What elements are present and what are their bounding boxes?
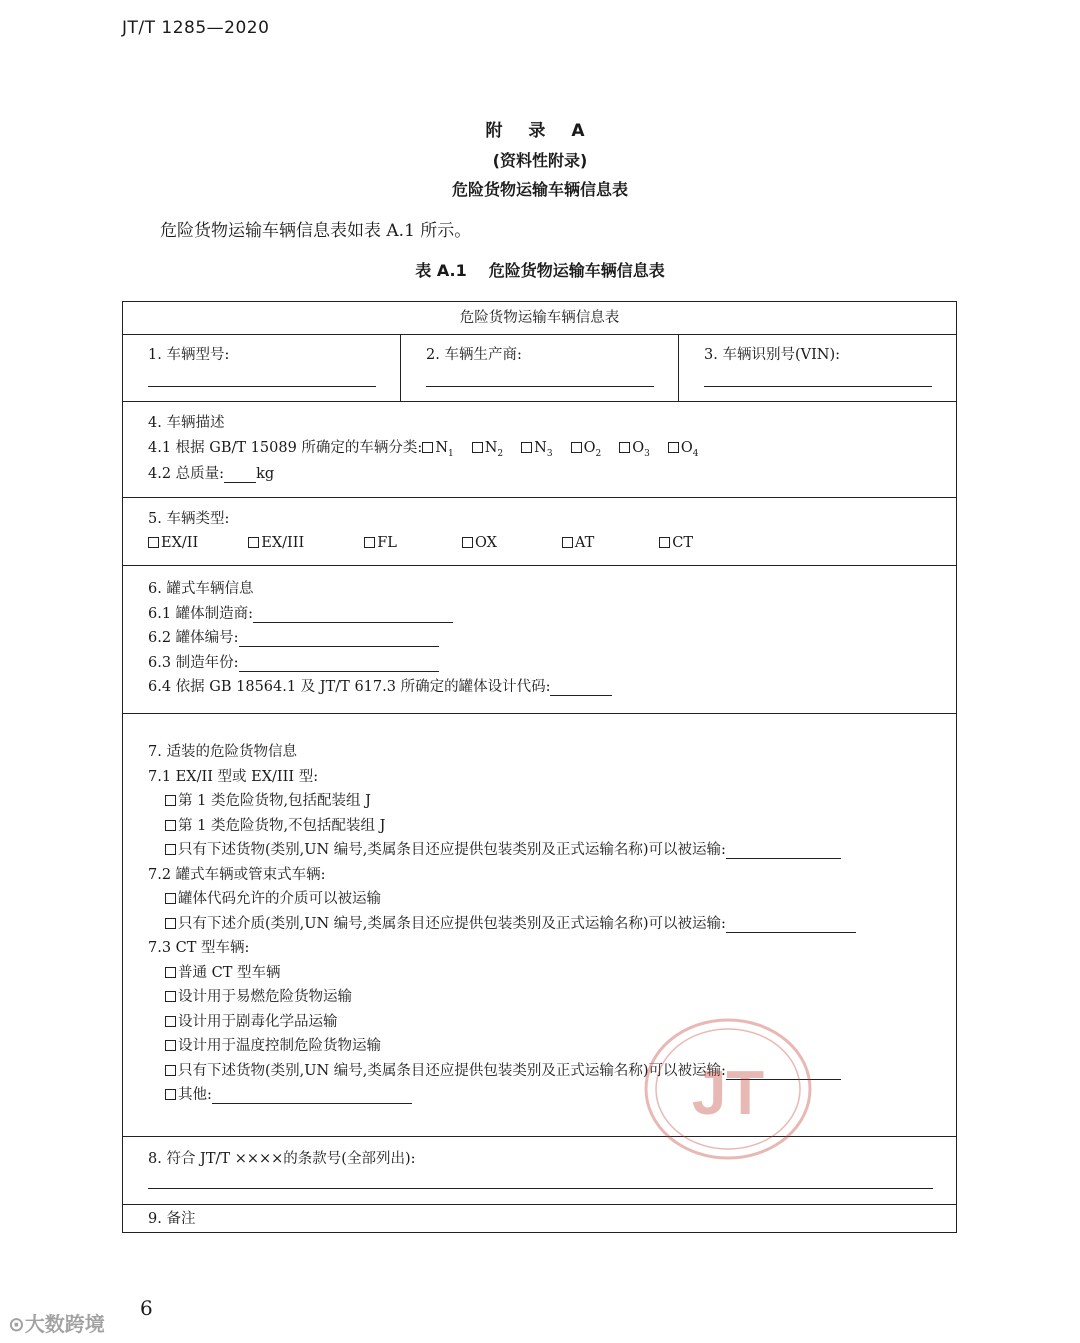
section-8-row	[123, 1136, 956, 1205]
gross-mass-unit: kg	[256, 466, 275, 482]
s73-option	[165, 1086, 412, 1104]
s73-option-label: 设计用于温度控制危险货物运输	[178, 1038, 381, 1054]
s72-goods-input[interactable]	[726, 918, 856, 933]
section-8-input-line[interactable]	[148, 1188, 933, 1189]
vehicle-class-option	[472, 439, 503, 463]
vehicle-class-subscript: 4	[692, 448, 699, 459]
vehicle-type-option	[562, 534, 594, 552]
intro-paragraph: 危险货物运输车辆信息表如表 A.1 所示。	[160, 221, 472, 241]
form-title: 危险货物运输车辆信息表	[459, 310, 620, 326]
watermark-logo-icon: ⊙	[8, 1312, 25, 1336]
s71-option	[165, 841, 841, 859]
section-7-row	[123, 713, 956, 1137]
s73-option-label: 设计用于易燃危险货物运输	[178, 989, 352, 1005]
section-6-heading: 6. 罐式车辆信息	[148, 581, 254, 597]
model-input-line[interactable]	[148, 386, 376, 387]
model-label: 1. 车辆型号:	[148, 347, 230, 363]
checkbox[interactable]	[165, 844, 176, 855]
checkbox[interactable]	[165, 795, 176, 806]
s71-option-label: 第 1 类危险货物,包括配装组 J	[178, 793, 371, 809]
section-7-1-heading: 7.1 EX/II 型或 EX/III 型:	[148, 769, 319, 785]
checkbox[interactable]	[462, 537, 473, 548]
checkbox[interactable]	[165, 893, 176, 904]
annex-title: 附 录 A	[485, 121, 595, 141]
manufacturer-label: 2. 车辆生产商:	[426, 347, 522, 363]
cell-divider	[678, 334, 679, 401]
tank-manufacturer-input[interactable]	[253, 608, 453, 623]
vehicle-type-option	[462, 534, 497, 552]
section-9-row	[123, 1204, 956, 1232]
checkbox[interactable]	[165, 820, 176, 831]
basic-fields-row	[123, 334, 956, 402]
stamp-text: JT	[691, 1059, 765, 1128]
checkbox[interactable]	[165, 991, 176, 1002]
vehicle-class-option	[521, 439, 552, 463]
section-6-row	[123, 565, 956, 714]
vehicle-type-option	[148, 534, 198, 552]
vehicle-type-label: EX/II	[161, 535, 199, 551]
vehicle-type-options	[148, 534, 693, 552]
section-7-3-heading: 7.3 CT 型车辆:	[148, 940, 250, 956]
gross-mass-input[interactable]	[224, 468, 256, 483]
tank-manufacturer-label: 6.1 罐体制造商:	[148, 606, 254, 622]
section-4-heading: 4. 车辆描述	[148, 415, 225, 431]
s73-option	[165, 988, 352, 1006]
tank-manufacturer-line	[148, 605, 453, 623]
gross-mass-label: 4.2 总质量:	[148, 466, 225, 482]
table-caption-title: 危险货物运输车辆信息表	[488, 261, 665, 280]
checkbox[interactable]	[165, 1016, 176, 1027]
section-7-heading: 7. 适装的危险货物信息	[148, 744, 297, 760]
s73-option-label: 只有下述货物(类别,UN 编号,类属条目还应提供包装类别及正式运输名称)可以被运输:	[178, 1063, 726, 1079]
manufacture-year-label: 6.3 制造年份:	[148, 655, 239, 671]
section-5-heading: 5. 车辆类型:	[148, 511, 230, 527]
vehicle-type-option	[248, 534, 304, 552]
s71-option-label: 只有下述货物(类别,UN 编号,类属条目还应提供包装类别及正式运输名称)可以被运输:	[178, 842, 726, 858]
s71-option	[165, 817, 385, 835]
watermark-text: 大数跨境	[24, 1312, 105, 1336]
tank-design-code-input[interactable]	[550, 681, 612, 696]
s73-option-label: 普通 CT 型车辆	[178, 965, 281, 981]
annex-type: (资料性附录)	[492, 151, 588, 170]
cell-divider	[400, 334, 401, 401]
vehicle-classification-line	[148, 439, 716, 463]
checkbox[interactable]	[619, 442, 630, 453]
vehicle-type-label: FL	[377, 535, 397, 551]
vehicle-type-label: OX	[474, 535, 497, 551]
checkbox[interactable]	[422, 442, 433, 453]
checkbox[interactable]	[521, 442, 532, 453]
manufacture-year-line	[148, 654, 439, 672]
annex-name: 危险货物运输车辆信息表	[451, 180, 628, 199]
checkbox[interactable]	[248, 537, 259, 548]
section-4-row	[123, 401, 956, 498]
jt-seal-stamp	[643, 1017, 813, 1161]
tank-design-code-label: 6.4 依据 GB 18564.1 及 JT/T 617.3 所确定的罐体设计代码:	[148, 679, 551, 695]
vehicle-type-label: EX/III	[261, 535, 305, 551]
s72-option-label: 只有下述介质(类别,UN 编号,类属条目还应提供包装类别及正式运输名称)可以被运输:	[178, 916, 726, 932]
section-8-heading: 8. 符合 JT/T ××××的条款号(全部列出):	[148, 1151, 416, 1167]
checkbox[interactable]	[165, 1040, 176, 1051]
vehicle-class-subscript: 1	[448, 448, 454, 459]
vehicle-class-option	[422, 439, 453, 463]
vehicle-class-option	[668, 439, 699, 463]
vehicle-class-letter: N	[435, 440, 448, 456]
s73-other-input[interactable]	[212, 1089, 412, 1104]
vin-label: 3. 车辆识别号(VIN):	[704, 347, 841, 363]
section-7-2-heading: 7.2 罐式车辆或管束式车辆:	[148, 867, 326, 883]
tank-design-code-line	[148, 678, 612, 696]
vehicle-info-form	[122, 301, 957, 1233]
classification-label: 4.1 根据 GB/T 15089 所确定的车辆分类:	[148, 440, 423, 456]
s73-option	[165, 1037, 381, 1055]
s71-option	[165, 792, 371, 810]
vehicle-type-label: CT	[672, 535, 694, 551]
s73-option	[165, 964, 280, 982]
section-9-heading: 9. 备注	[148, 1211, 196, 1227]
table-caption	[0, 258, 1080, 281]
vehicle-class-option	[619, 439, 650, 463]
s71-option-label: 第 1 类危险货物,不包括配装组 J	[178, 818, 386, 834]
classification-options	[422, 440, 716, 459]
s73-option-label: 设计用于剧毒化学品运输	[178, 1014, 338, 1030]
table-caption-number: 表 A.1	[415, 261, 467, 280]
vehicle-class-subscript: 3	[644, 448, 650, 459]
tank-number-line	[148, 629, 439, 647]
checkbox[interactable]	[659, 537, 670, 548]
s73-option	[165, 1013, 338, 1031]
manufacture-year-input[interactable]	[239, 657, 439, 672]
checkbox[interactable]	[571, 442, 582, 453]
vehicle-class-letter: O	[583, 440, 596, 456]
vin-input-line[interactable]	[704, 386, 932, 387]
checkbox[interactable]	[165, 1089, 176, 1100]
checkbox[interactable]	[165, 967, 176, 978]
checkbox[interactable]	[472, 442, 483, 453]
form-title-row	[123, 302, 956, 335]
page-number: 6	[140, 1296, 153, 1320]
checkbox[interactable]	[165, 1065, 176, 1076]
checkbox[interactable]	[668, 442, 679, 453]
vehicle-class-option	[571, 439, 602, 463]
s72-option-label: 罐体代码允许的介质可以被运输	[178, 891, 381, 907]
tank-number-label: 6.2 罐体编号:	[148, 630, 239, 646]
watermark	[8, 1308, 105, 1337]
checkbox[interactable]	[562, 537, 573, 548]
s71-goods-input[interactable]	[726, 844, 841, 859]
vehicle-type-option	[659, 534, 693, 552]
vehicle-class-letter: O	[632, 440, 645, 456]
vehicle-class-letter: N	[534, 440, 547, 456]
vehicle-class-letter: O	[680, 440, 693, 456]
vehicle-class-subscript: 2	[497, 448, 504, 459]
checkbox[interactable]	[364, 537, 375, 548]
section-5-row	[123, 497, 956, 566]
standard-code: JT/T 1285—2020	[122, 18, 270, 38]
vehicle-type-option	[364, 534, 397, 552]
s72-option	[165, 890, 381, 908]
s72-option	[165, 915, 856, 933]
tank-number-input[interactable]	[239, 632, 439, 647]
vehicle-class-subscript: 2	[595, 448, 602, 459]
checkbox[interactable]	[165, 918, 176, 929]
manufacturer-input-line[interactable]	[426, 386, 654, 387]
checkbox[interactable]	[148, 537, 159, 548]
gross-mass-line	[148, 465, 274, 483]
vehicle-class-letter: N	[484, 440, 498, 456]
s73-option-label: 其他:	[178, 1087, 212, 1103]
vehicle-type-label: AT	[574, 535, 595, 551]
vehicle-class-subscript: 3	[546, 448, 553, 459]
